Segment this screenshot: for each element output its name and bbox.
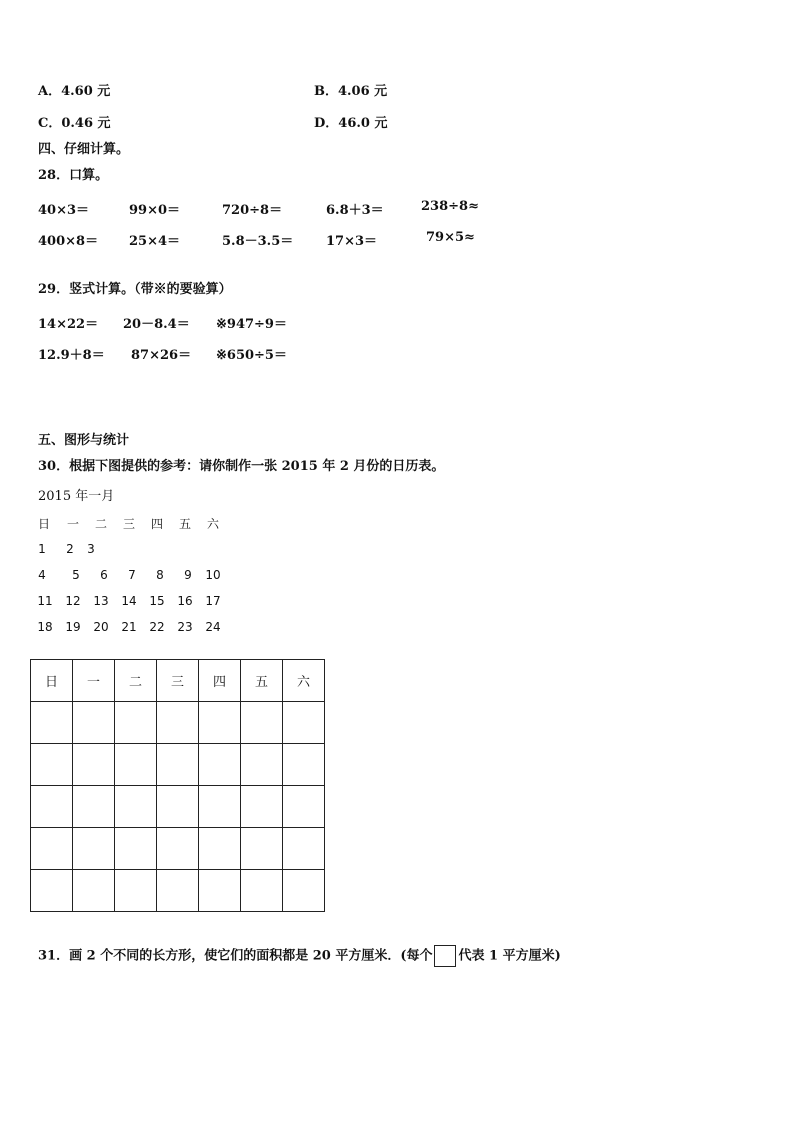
calendar-day: 17 — [205, 594, 221, 608]
weekday: 五 — [178, 517, 191, 531]
grid-header-cell: 四 — [199, 660, 241, 702]
math-item: 5.8－3.5＝ — [222, 234, 294, 249]
calendar-day: 11 — [37, 594, 53, 608]
math-item: 79×5≈ — [426, 230, 475, 245]
calendar-day: 5 — [72, 568, 80, 582]
calendar-day: 9 — [184, 568, 192, 582]
grid-cell[interactable] — [199, 828, 241, 870]
question-28-label: 28．口算。 — [38, 168, 109, 183]
calendar-day: 13 — [93, 594, 109, 608]
grid-cell[interactable] — [199, 702, 241, 744]
math-item: 14×22＝ — [38, 317, 99, 332]
grid-cell[interactable] — [73, 702, 115, 744]
math-item: ※947÷9＝ — [216, 317, 287, 332]
grid-cell[interactable] — [283, 828, 325, 870]
math-item: 12.9＋8＝ — [38, 348, 105, 363]
calendar-day: 14 — [121, 594, 137, 608]
section-heading-geometry: 五、图形与统计 — [38, 433, 130, 448]
grid-cell[interactable] — [73, 828, 115, 870]
grid-cell[interactable] — [283, 786, 325, 828]
calendar-day: 7 — [128, 568, 136, 582]
calendar-day: 1 — [38, 542, 46, 556]
math-item: 400×8＝ — [38, 234, 99, 249]
grid-cell[interactable] — [157, 828, 199, 870]
grid-header-cell: 一 — [73, 660, 115, 702]
grid-cell[interactable] — [31, 702, 73, 744]
math-item: 20－8.4＝ — [123, 317, 190, 332]
grid-cell[interactable] — [115, 828, 157, 870]
grid-header-cell: 三 — [157, 660, 199, 702]
math-item: 238÷8≈ — [421, 199, 479, 214]
grid-cell[interactable] — [31, 786, 73, 828]
grid-cell[interactable] — [31, 828, 73, 870]
calendar-day: 18 — [37, 620, 53, 634]
grid-cell[interactable] — [73, 744, 115, 786]
grid-cell[interactable] — [241, 828, 283, 870]
grid-cell[interactable] — [241, 702, 283, 744]
math-item: 99×0＝ — [129, 203, 181, 218]
option-d: D．46.0 元 — [314, 116, 388, 131]
grid-header-cell: 日 — [31, 660, 73, 702]
section-heading-calc: 四、仔细计算。 — [38, 142, 130, 157]
grid-cell[interactable] — [115, 744, 157, 786]
calendar-ref-title: 2015 年一月 — [38, 489, 115, 504]
grid-header-cell: 六 — [283, 660, 325, 702]
grid-row — [31, 870, 325, 912]
math-item: 6.8＋3＝ — [326, 203, 384, 218]
grid-cell[interactable] — [199, 870, 241, 912]
grid-header-cell: 五 — [241, 660, 283, 702]
calendar-day: 4 — [38, 568, 46, 582]
question-31-label — [38, 945, 561, 967]
math-item: 720÷8＝ — [222, 203, 283, 218]
weekday: 二 — [94, 517, 107, 531]
grid-cell[interactable] — [115, 786, 157, 828]
option-b: B．4.06 元 — [314, 84, 388, 99]
grid-cell[interactable] — [241, 744, 283, 786]
grid-cell[interactable] — [283, 744, 325, 786]
question-29-label: 29．竖式计算。（带※的要验算） — [38, 282, 232, 297]
grid-cell[interactable] — [283, 870, 325, 912]
calendar-day: 20 — [93, 620, 109, 634]
grid-row — [31, 786, 325, 828]
question-31-text-before: 31．画 2 个不同的长方形，使它们的面积都是 20 平方厘米．(每个 — [38, 948, 433, 964]
grid-cell[interactable] — [73, 870, 115, 912]
math-item: 25×4＝ — [129, 234, 181, 249]
grid-cell[interactable] — [157, 870, 199, 912]
grid-cell[interactable] — [283, 702, 325, 744]
weekday: 一 — [66, 517, 79, 531]
grid-row — [31, 744, 325, 786]
calendar-day: 19 — [65, 620, 81, 634]
grid-cell[interactable] — [31, 744, 73, 786]
grid-header-cell: 二 — [115, 660, 157, 702]
grid-cell[interactable] — [157, 744, 199, 786]
weekday: 四 — [150, 517, 163, 531]
calendar-day: 3 — [87, 542, 95, 556]
calendar-day: 24 — [205, 620, 221, 634]
math-item: 17×3＝ — [326, 234, 378, 249]
grid-row — [31, 828, 325, 870]
grid-cell[interactable] — [73, 786, 115, 828]
weekday: 三 — [122, 517, 135, 531]
calendar-day: 2 — [66, 542, 74, 556]
question-30-label: 30．根据下图提供的参考：请你制作一张 2015 年 2 月份的日历表。 — [38, 459, 445, 474]
question-31-text-after: 代表 1 平方厘米) — [458, 948, 561, 964]
grid-cell[interactable] — [199, 744, 241, 786]
calendar-day: 21 — [121, 620, 137, 634]
option-c: C．0.46 元 — [38, 116, 111, 131]
weekday: 六 — [206, 517, 219, 531]
math-item: ※650÷5＝ — [216, 348, 287, 363]
grid-cell[interactable] — [199, 786, 241, 828]
grid-cell[interactable] — [31, 870, 73, 912]
weekday: 日 — [37, 517, 50, 531]
calendar-day: 23 — [177, 620, 193, 634]
option-a: A．4.60 元 — [38, 84, 111, 99]
grid-row — [31, 702, 325, 744]
grid-cell[interactable] — [115, 702, 157, 744]
grid-header-row — [31, 660, 325, 702]
calendar-day: 22 — [149, 620, 165, 634]
calendar-day: 8 — [156, 568, 164, 582]
math-item: 87×26＝ — [131, 348, 192, 363]
unit-square-icon — [434, 945, 456, 967]
calendar-day: 12 — [65, 594, 81, 608]
math-item: 40×3＝ — [38, 203, 90, 218]
calendar-day: 15 — [149, 594, 165, 608]
calendar-day: 16 — [177, 594, 193, 608]
grid-cell[interactable] — [241, 870, 283, 912]
calendar-day: 10 — [205, 568, 221, 582]
february-calendar-grid — [30, 659, 325, 912]
calendar-day: 6 — [100, 568, 108, 582]
grid-cell[interactable] — [241, 786, 283, 828]
grid-cell[interactable] — [115, 870, 157, 912]
grid-cell[interactable] — [157, 702, 199, 744]
grid-cell[interactable] — [157, 786, 199, 828]
